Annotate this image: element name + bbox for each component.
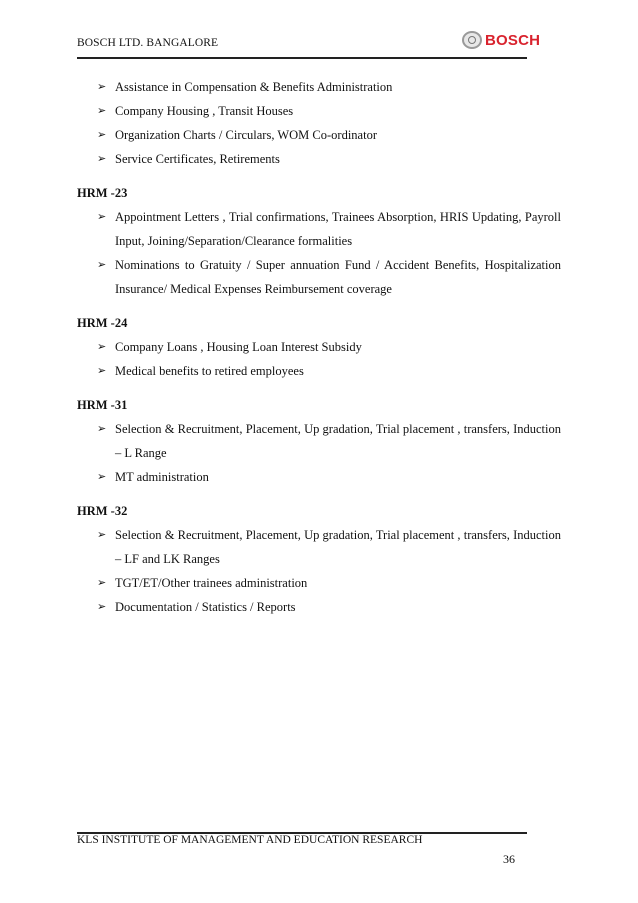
page-number: 36 bbox=[503, 852, 515, 866]
list-item: ➢ Selection & Recruitment, Placement, Up gradation, Trial placement , transfers, Induction – L Range bbox=[77, 417, 561, 465]
section-list-hrm-31 bbox=[77, 417, 561, 489]
arrow-bullet-icon: ➢ bbox=[97, 104, 107, 117]
arrow-bullet-icon: ➢ bbox=[97, 210, 107, 223]
section-title-hrm-32: HRM -32 bbox=[77, 504, 128, 518]
section-list-hrm-24 bbox=[77, 335, 561, 383]
arrow-bullet-icon: ➢ bbox=[97, 258, 107, 271]
arrow-bullet-icon: ➢ bbox=[97, 80, 107, 93]
list-item: ➢ Documentation / Statistics / Reports bbox=[77, 595, 561, 619]
section-title-hrm-31: HRM -31 bbox=[77, 398, 128, 412]
section-title-hrm-24: HRM -24 bbox=[77, 316, 128, 330]
list-item: ➢ Nominations to Gratuity / Super annuation Fund / Accident Benefits, Hospitalization Insurance/ Medical Expenses Reimbursement coverage bbox=[77, 253, 561, 301]
list-item: ➢ Appointment Letters , Trial confirmations, Trainees Absorption, HRIS Updating, Payroll Input, Joining/Separation/Clearance formalities bbox=[77, 205, 561, 253]
arrow-bullet-icon: ➢ bbox=[97, 576, 107, 589]
list-item: ➢ Company Housing , Transit Houses bbox=[77, 99, 561, 123]
section-title-hrm-23: HRM -23 bbox=[77, 186, 128, 200]
section-list-hrm-23 bbox=[77, 205, 561, 301]
arrow-bullet-icon: ➢ bbox=[97, 600, 107, 613]
header-divider bbox=[77, 57, 527, 59]
list-item: ➢ Service Certificates, Retirements bbox=[77, 147, 561, 171]
arrow-bullet-icon: ➢ bbox=[97, 340, 107, 353]
bosch-logo-text: BOSCH bbox=[485, 31, 541, 49]
list-item: ➢ Medical benefits to retired employees bbox=[77, 359, 561, 383]
intro-list bbox=[77, 75, 561, 171]
list-item: ➢ Company Loans , Housing Loan Interest Subsidy bbox=[77, 335, 561, 359]
bosch-armature-icon bbox=[462, 31, 482, 49]
arrow-bullet-icon: ➢ bbox=[97, 528, 107, 541]
document-body bbox=[77, 75, 561, 619]
arrow-bullet-icon: ➢ bbox=[97, 128, 107, 141]
arrow-bullet-icon: ➢ bbox=[97, 152, 107, 165]
arrow-bullet-icon: ➢ bbox=[97, 422, 107, 435]
list-item: ➢ TGT/ET/Other trainees administration bbox=[77, 571, 561, 595]
bosch-logo bbox=[462, 30, 540, 50]
header-company-name: BOSCH LTD. BANGALORE bbox=[77, 37, 219, 49]
list-item: ➢ Assistance in Compensation & Benefits Administration bbox=[77, 75, 561, 99]
list-item: ➢ Organization Charts / Circulars, WOM Co-ordinator bbox=[77, 123, 561, 147]
list-item: ➢ Selection & Recruitment, Placement, Up gradation, Trial placement , transfers, Induction – LF and LK Ranges bbox=[77, 523, 561, 571]
footer-institute: KLS INSTITUTE OF MANAGEMENT AND EDUCATION RESEARCH bbox=[77, 834, 423, 846]
arrow-bullet-icon: ➢ bbox=[97, 364, 107, 377]
arrow-bullet-icon: ➢ bbox=[97, 470, 107, 483]
list-item: ➢ MT administration bbox=[77, 465, 561, 489]
section-list-hrm-32 bbox=[77, 523, 561, 619]
